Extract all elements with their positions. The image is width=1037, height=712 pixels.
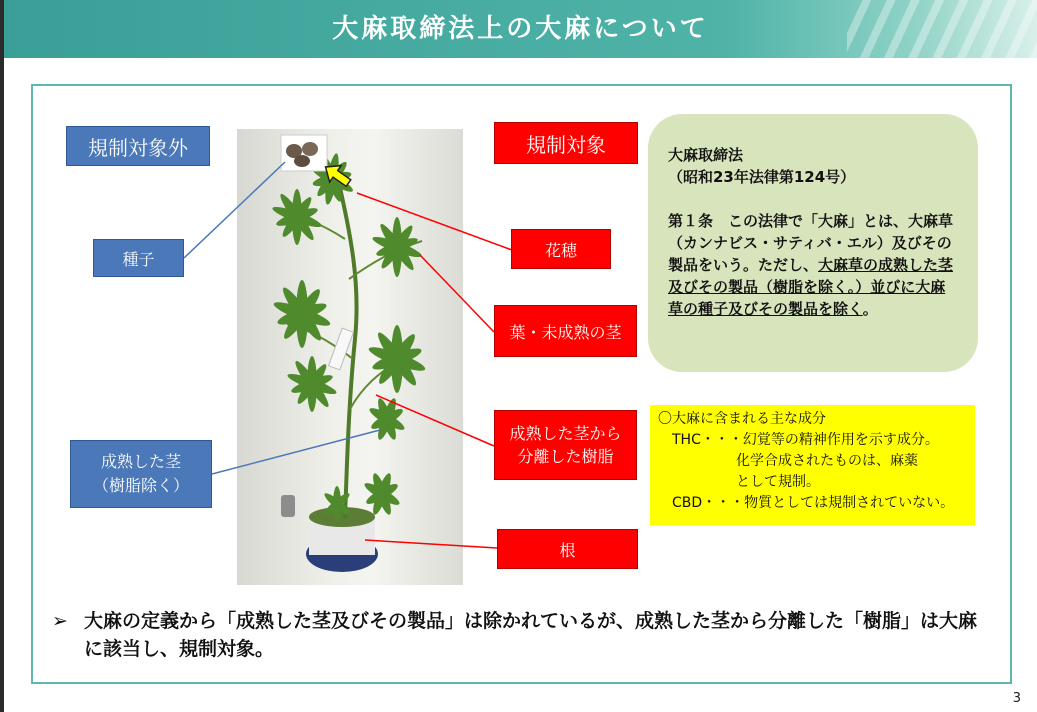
law-article [668, 210, 958, 320]
summary-text: 大麻の定義から「成熟した茎及びその製品」は除かれているが、成熟した茎から分離した「樹脂」は大麻に該当し、規制対象。 [84, 610, 978, 660]
components-box [650, 405, 975, 525]
thc-line2: 化学合成されたものは、麻薬 [736, 453, 918, 469]
resin-label [494, 410, 637, 480]
thc-line3: として規制。 [736, 474, 820, 490]
resin-connector [376, 395, 494, 446]
resin-line2: 分離した樹脂 [517, 447, 614, 466]
mature-stem-line1: 成熟した茎 [100, 452, 181, 471]
in-scope-label: 規制対象 [494, 122, 638, 164]
out-of-scope-label: 規制対象外 [66, 126, 210, 166]
components-heading: 〇大麻に含まれる主な成分 [658, 411, 826, 427]
leaf-label: 葉・未成熟の茎 [494, 305, 637, 357]
cbd-line: CBD・・・物質としては規制されていない。 [672, 495, 955, 511]
page-title: 大麻取締法上の大麻について [332, 14, 709, 44]
page-number: 3 [1012, 691, 1021, 706]
mature-stem-line2: （樹脂除く） [92, 476, 189, 495]
root-connector [365, 540, 497, 548]
law-title: 大麻取締法 [668, 146, 744, 164]
thc-line1: THC・・・幻覚等の精神作用を示す成分。 [672, 432, 939, 448]
seed-connector [184, 162, 285, 258]
summary-note [52, 607, 992, 663]
leaf-connector [420, 255, 494, 332]
seed-label: 種子 [93, 239, 184, 277]
flower-connector [357, 193, 512, 250]
root-label: 根 [497, 529, 638, 569]
bullet-marker: ➢ [52, 610, 68, 632]
law-article-end: 。 [862, 300, 878, 318]
law-article-plain: 第１条 この法律で「大麻」とは、大麻草（カンナビス・サティバ・エル）及びその製品をいう。ただし、 [668, 212, 954, 274]
flower-label: 花穂 [511, 229, 611, 269]
law-article-underlined: 大麻草の成熟した茎及びその製品（樹脂を除く。）並びに大麻草の種子及びその製品を除く [668, 256, 954, 318]
mature-stem-label [70, 440, 212, 508]
law-number: （昭和23年法律第124号） [668, 168, 856, 186]
law-text-box [648, 114, 978, 372]
resin-line1: 成熟した茎から [509, 424, 622, 443]
stem-connector [212, 430, 380, 474]
